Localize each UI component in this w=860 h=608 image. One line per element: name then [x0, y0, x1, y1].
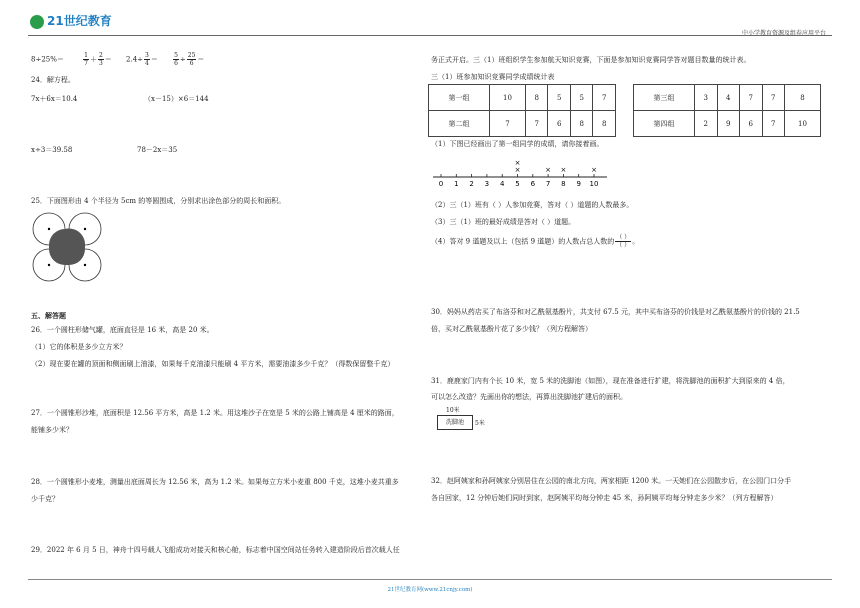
- equation-c: x÷3＝39.58: [31, 146, 73, 154]
- x-mark: ×: [514, 159, 521, 167]
- q26-text: 26．一个圆柱形储气罐，底面直径是 16 米，高是 20 米。: [31, 326, 214, 334]
- tick-label: 7: [545, 180, 551, 188]
- tick-label: 9: [576, 180, 581, 188]
- logo-text: 21世纪教育: [47, 14, 112, 28]
- fraction: $\frac{5}{6}$: [174, 52, 178, 67]
- footer-divider: [28, 579, 832, 580]
- tick-label: 2: [469, 180, 474, 188]
- q30-line1: 30．妈妈从药店买了布洛芬和对乙酰氨基酚片，共支付 67.5 元，其中买布洛芬的价钱是对乙酰氨基酚片的价钱的 21.5: [431, 308, 800, 316]
- equation-d: 78－2x＝35: [137, 146, 178, 154]
- q28-line2: 少千克？: [31, 495, 59, 503]
- equation-a: 7x＋6x＝10.4: [31, 95, 78, 103]
- tick-label: 3: [484, 180, 490, 188]
- shaded-center: [49, 228, 85, 265]
- number-line-ticks: [439, 174, 599, 188]
- pool-rectangle: 洗脚池: [437, 415, 473, 430]
- table-row: 第一组 10 8 5 5 7: [429, 85, 616, 111]
- header-divider: [28, 35, 832, 36]
- sub-question-2: （2）三（1）班有（ ）人参加竞赛，答对（ ）道题的人数最多。: [431, 201, 634, 209]
- q31-line1: 31．鹿鹿家门内有个长 10 米，宽 5 米的洗脚池（如图），现在准备进行扩建，将洗脚池的面积扩大到原来的 4 倍，: [431, 377, 790, 385]
- footer-text: 21世纪教育网(www.21cnjy.com): [387, 587, 473, 593]
- q24-title: 24．解方程。: [31, 76, 75, 84]
- q25-text: 25．下面图形由 4 个半径为 5cm 的等圆围成，分别求出涂色部分的周长和面积。: [31, 197, 286, 205]
- fraction: $\frac{3}{4}$: [145, 52, 149, 67]
- header-platform-text: 中小学教育资源及组卷应用平台: [741, 30, 826, 37]
- q29-line1: 29．2022 年 6 月 5 日，神舟十四号载人飞船成功对接天和核心舱，标志着中国空间站任务转入建造阶段后首次载人任: [31, 546, 400, 554]
- x-mark: ×: [560, 166, 567, 174]
- expr-prefix: 8÷25%＝: [31, 55, 64, 64]
- q26-part1: （1）它的体积是多少立方米？: [31, 343, 127, 351]
- fraction-blank: $\frac{( )}{( )}$: [616, 234, 631, 249]
- tick-label: 10: [589, 180, 599, 188]
- tick-label: 6: [530, 180, 536, 188]
- number-line: [431, 152, 611, 190]
- tick-label: 0: [438, 180, 444, 188]
- table-title: 三（1）班参加知识竞赛同学成绩统计表: [431, 73, 555, 81]
- pool-width-label: 5米: [475, 420, 485, 427]
- tick-label: 4: [499, 180, 505, 188]
- tick-label: 1: [454, 180, 459, 188]
- table-row: 第四组 2 9 6 7 10: [634, 111, 821, 137]
- q23-expressions: 8÷25%＝ $\frac{1}{7}$ ＋ $\frac{2}{3}$ ＝ 2.4÷ $\frac{3}{4}$ ＝ $\frac{5}{6}$ ÷ $\frac{25}{6}$ ＝: [31, 52, 205, 67]
- q27-line2: 能铺多少米？: [31, 426, 73, 434]
- q29-line2: 务正式开启。三（1）班组织学生参加航天知识竞赛，下面是参加知识竞赛同学答对题目数量的统计表。: [431, 56, 751, 64]
- q32-line1: 32．赵阿姨家和孙阿姨家分别居住在公园的南北方向，两家相距 1200 米。一天她们在公园散步后，在公园门口分手: [431, 477, 792, 485]
- four-circles-figure: [31, 212, 103, 282]
- q27-line1: 27．一个圆锥形沙堆，底面积是 12.56 平方米，高是 1.2 米。用这堆沙子在宽是 5 米的公路上铺高是 4 厘米的路面，: [31, 409, 399, 417]
- sub-question-4: （4）答对 9 道题及以上（包括 9 道题）的人数占总人数的 $\frac{( )}{( )}$ 。: [431, 234, 640, 249]
- sub-question-3: （3）三（1）班的最好成绩是答对（ ）道题。: [431, 218, 576, 226]
- table-row: 第三组 3 4 7 7 8: [634, 85, 821, 111]
- table-row: 第二组 7 7 6 8 8: [429, 111, 616, 137]
- x-marks: [515, 159, 597, 174]
- q28-line1: 28．一个圆锥形小麦堆，测量出底面周长为 12.56 米，高为 1.2 米。如果每立方米小麦重 800 千克，这堆小麦共重多: [31, 478, 399, 486]
- fraction: $\frac{2}{3}$: [98, 52, 103, 67]
- x-mark: ×: [591, 166, 597, 174]
- x-mark: ×: [545, 166, 552, 174]
- q31-line2: 可以怎么改造？先画出你的想法，再算出洗脚池扩建后的面积。: [431, 393, 627, 401]
- q30-line2: 倍，买对乙酰氨基酚片花了多少钱？（列方程解答）: [431, 325, 592, 333]
- fraction: $\frac{1}{7}$: [84, 52, 88, 67]
- q26-part2: （2）现在要在罐的顶面和侧面刷上油漆，如果每千克油漆只能刷 4 平方米，需要油漆多少千克？（得数保留整千克）: [31, 360, 395, 368]
- stats-table-left: [428, 84, 616, 137]
- tick-label: 5: [515, 180, 520, 188]
- fraction: $\frac{25}{6}$: [187, 52, 196, 67]
- q32-line2: 各自回家，12 分钟后她们同时到家，赵阿姨平均每分钟走 45 米，孙阿姨平均每分钟走多少米？（列方程解答）: [431, 494, 778, 502]
- equation-b: （x－15）×6＝144: [144, 95, 209, 103]
- section-heading: 五、解答题: [31, 311, 66, 320]
- site-logo: [30, 12, 112, 29]
- logo-runner-icon: [30, 15, 44, 29]
- stats-table-right: [633, 84, 821, 137]
- x-mark: ×: [514, 166, 521, 174]
- tick-label: 8: [561, 180, 566, 188]
- sub-question-1: （1）下图已经画出了第一组同学的成绩，请你接着画。: [431, 140, 604, 148]
- pool-length-label: 10米: [446, 407, 460, 414]
